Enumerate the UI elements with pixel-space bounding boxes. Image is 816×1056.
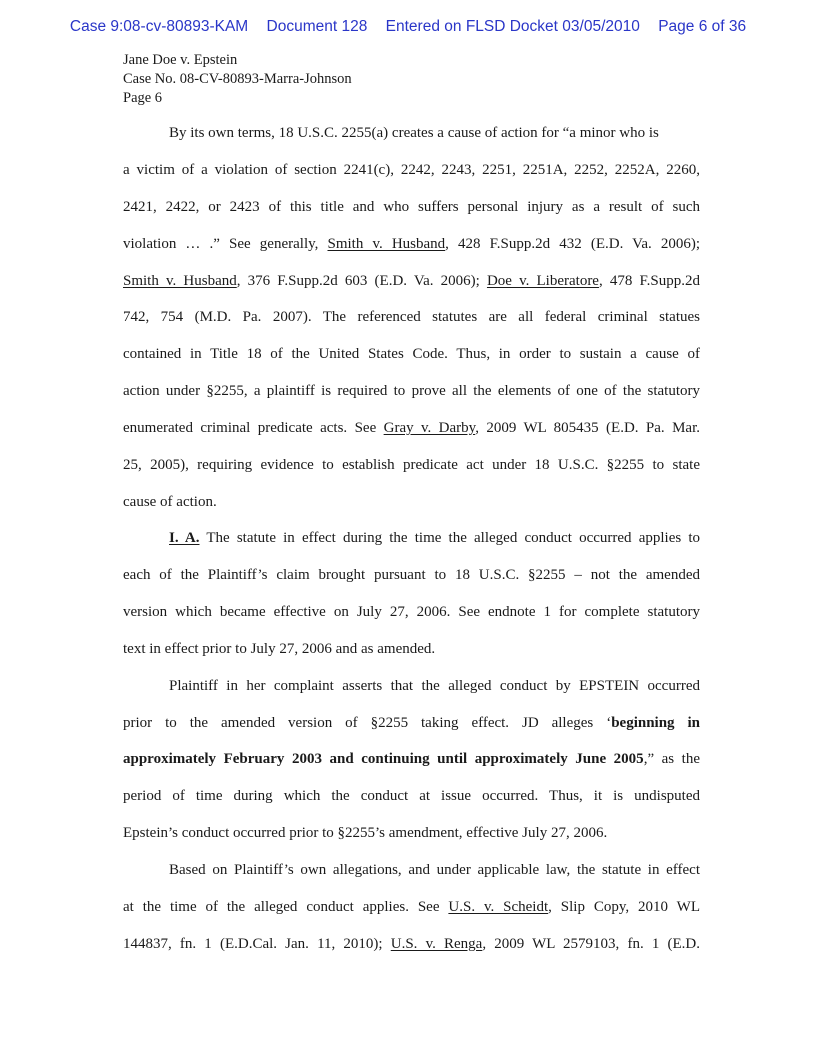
body-line: enumerated criminal predicate acts. See Gray v. Darby, 2009 WL 805435 (E.D. Pa. Mar. <box>123 420 700 436</box>
body-line: violation … .” See generally, Smith v. Husband, 428 F.Supp.2d 432 (E.D. Va. 2006); <box>123 236 700 252</box>
body-line: text in effect prior to July 27, 2006 and as amended. <box>123 641 436 657</box>
case-citation: U.S. v. Scheidt <box>448 899 549 915</box>
ecf-entered-date: Entered on FLSD Docket 03/05/2010 <box>385 18 640 35</box>
body-line: Smith v. Husband, 376 F.Supp.2d 603 (E.D. Va. 2006); Doe v. Liberatore, 478 F.Supp.2d <box>123 273 700 289</box>
body-line: cause of action. <box>123 494 217 510</box>
quoted-allegation: approximately February 2003 and continuing until approximately June 2005 <box>123 751 644 767</box>
body-line: each of the Plaintiff’s claim brought pursuant to 18 U.S.C. §2255 – not the amended <box>123 567 700 583</box>
case-caption <box>123 51 352 108</box>
case-citation: Doe v. Liberatore <box>486 273 599 289</box>
case-citation: U.S. v. Renga <box>390 936 483 952</box>
body-line: 742, 754 (M.D. Pa. 2007). The referenced statutes are all federal criminal statues <box>123 309 700 325</box>
case-citation: Gray v. Darby <box>383 420 476 436</box>
body-line: at the time of the alleged conduct applies. See U.S. v. Scheidt, Slip Copy, 2010 WL <box>123 899 700 915</box>
caption-page: Page 6 <box>123 90 163 106</box>
body-line: 2421, 2422, or 2423 of this title and who suffers personal injury as a result of such <box>123 199 700 215</box>
ecf-docket-header <box>0 18 816 36</box>
body-line: By its own terms, 18 U.S.C. 2255(a) creates a cause of action for “a minor who is <box>169 125 659 141</box>
body-line: version which became effective on July 27, 2006. See endnote 1 for complete statutory <box>123 604 700 620</box>
body-line: period of time during which the conduct at issue occurred. Thus, it is undisputed <box>123 788 700 804</box>
body-line: action under §2255, a plaintiff is required to prove all the elements of one of the statutory <box>123 383 700 399</box>
body-line: approximately February 2003 and continuing until approximately June 2005,” as the <box>123 751 701 767</box>
quoted-allegation: beginning in <box>611 715 700 731</box>
ecf-page-count: Page 6 of 36 <box>658 18 747 35</box>
body-line: a victim of a violation of section 2241(c), 2242, 2243, 2251, 2251A, 2252, 2252A, 2260, <box>123 162 700 178</box>
body-line: prior to the amended version of §2255 taking effect. JD alleges ‘beginning in <box>123 715 700 731</box>
ecf-case-number: Case 9:08-cv-80893-KAM <box>69 18 249 35</box>
section-heading: I. A. <box>169 530 200 546</box>
caption-title: Jane Doe v. Epstein <box>123 52 238 68</box>
body-line: 25, 2005), requiring evidence to establish predicate act under 18 U.S.C. §2255 to state <box>123 457 700 473</box>
body-line: Epstein’s conduct occurred prior to §2255’s amendment, effective July 27, 2006. <box>123 825 608 841</box>
caption-case-number: Case No. 08-CV-80893-Marra-Johnson <box>123 71 352 87</box>
body-line: I. A. The statute in effect during the time the alleged conduct occurred applies to <box>169 530 701 546</box>
body-line: Based on Plaintiff’s own allegations, and under applicable law, the statute in effect <box>169 862 700 878</box>
body-line: 144837, fn. 1 (E.D.Cal. Jan. 11, 2010); U.S. v. Renga, 2009 WL 2579103, fn. 1 (E.D. <box>123 936 700 952</box>
body-line: Plaintiff in her complaint asserts that the alleged conduct by EPSTEIN occurred <box>169 678 700 694</box>
case-citation: Smith v. Husband <box>327 236 446 252</box>
body-line: contained in Title 18 of the United States Code. Thus, in order to sustain a cause of <box>123 346 700 362</box>
ecf-document-number: Document 128 <box>266 18 368 35</box>
case-citation: Smith v. Husband <box>123 273 237 289</box>
